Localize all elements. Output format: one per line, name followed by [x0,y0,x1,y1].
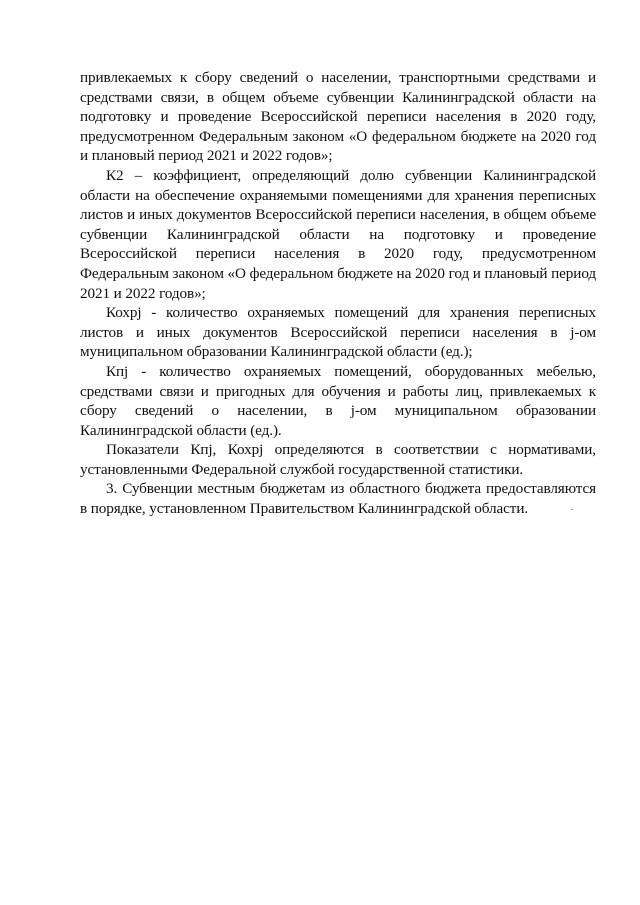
paragraph-item-3: 3. Субвенции местным бюджетам из областного бюджета предоставляются в порядке, установленном Правительством Калининградской области. [80,480,596,518]
paragraph-indicators: Показатели Кпj, Кохрj определяются в соответствии с нормативами, установленными Федеральной службой государственной статистики. [80,441,596,478]
scan-speck [571,509,573,510]
paragraph-continuation: привлекаемых к сбору сведений о населении, транспортными средствами и средствами связи, в общем объеме субвенции Калининградской области на подготовку и проведение Всероссийской переписи населения в 2020 году, предусмотренном Федеральным законом «О федеральном бюджете на 2020 год и плановый период 2021 и 2022 годов»; [80,69,596,165]
paragraph-kpj-definition: Кпj - количество охраняемых помещений, оборудованных мебелью, средствами связи и пригодных для обучения и работы лиц, привлекаемых к сбору сведений о населении, в j-ом муниципальном образовании Калининградской области (ед.). [80,362,596,439]
paragraph-k2-definition: К2 – коэффициент, определяющий долю субвенции Калининградской области на обеспечение охраняемыми помещениями для хранения переписных листов и иных документов Всероссийской переписи населения, в общем объеме субвенции Калининградской области на подготовку и проведение Всероссийской переписи населения в 2020 году, предусмотренном Федеральным законом «О федеральном бюджете на 2020 год и плановый период 2021 и 2022 годов»; [80,166,596,302]
document-body [80,68,596,519]
paragraph-kohrj-definition: Кохрj - количество охраняемых помещений для хранения переписных листов и иных документов Всероссийской переписи населения в j-ом муниципальном образовании Калининградской области (ед.); [80,304,596,361]
